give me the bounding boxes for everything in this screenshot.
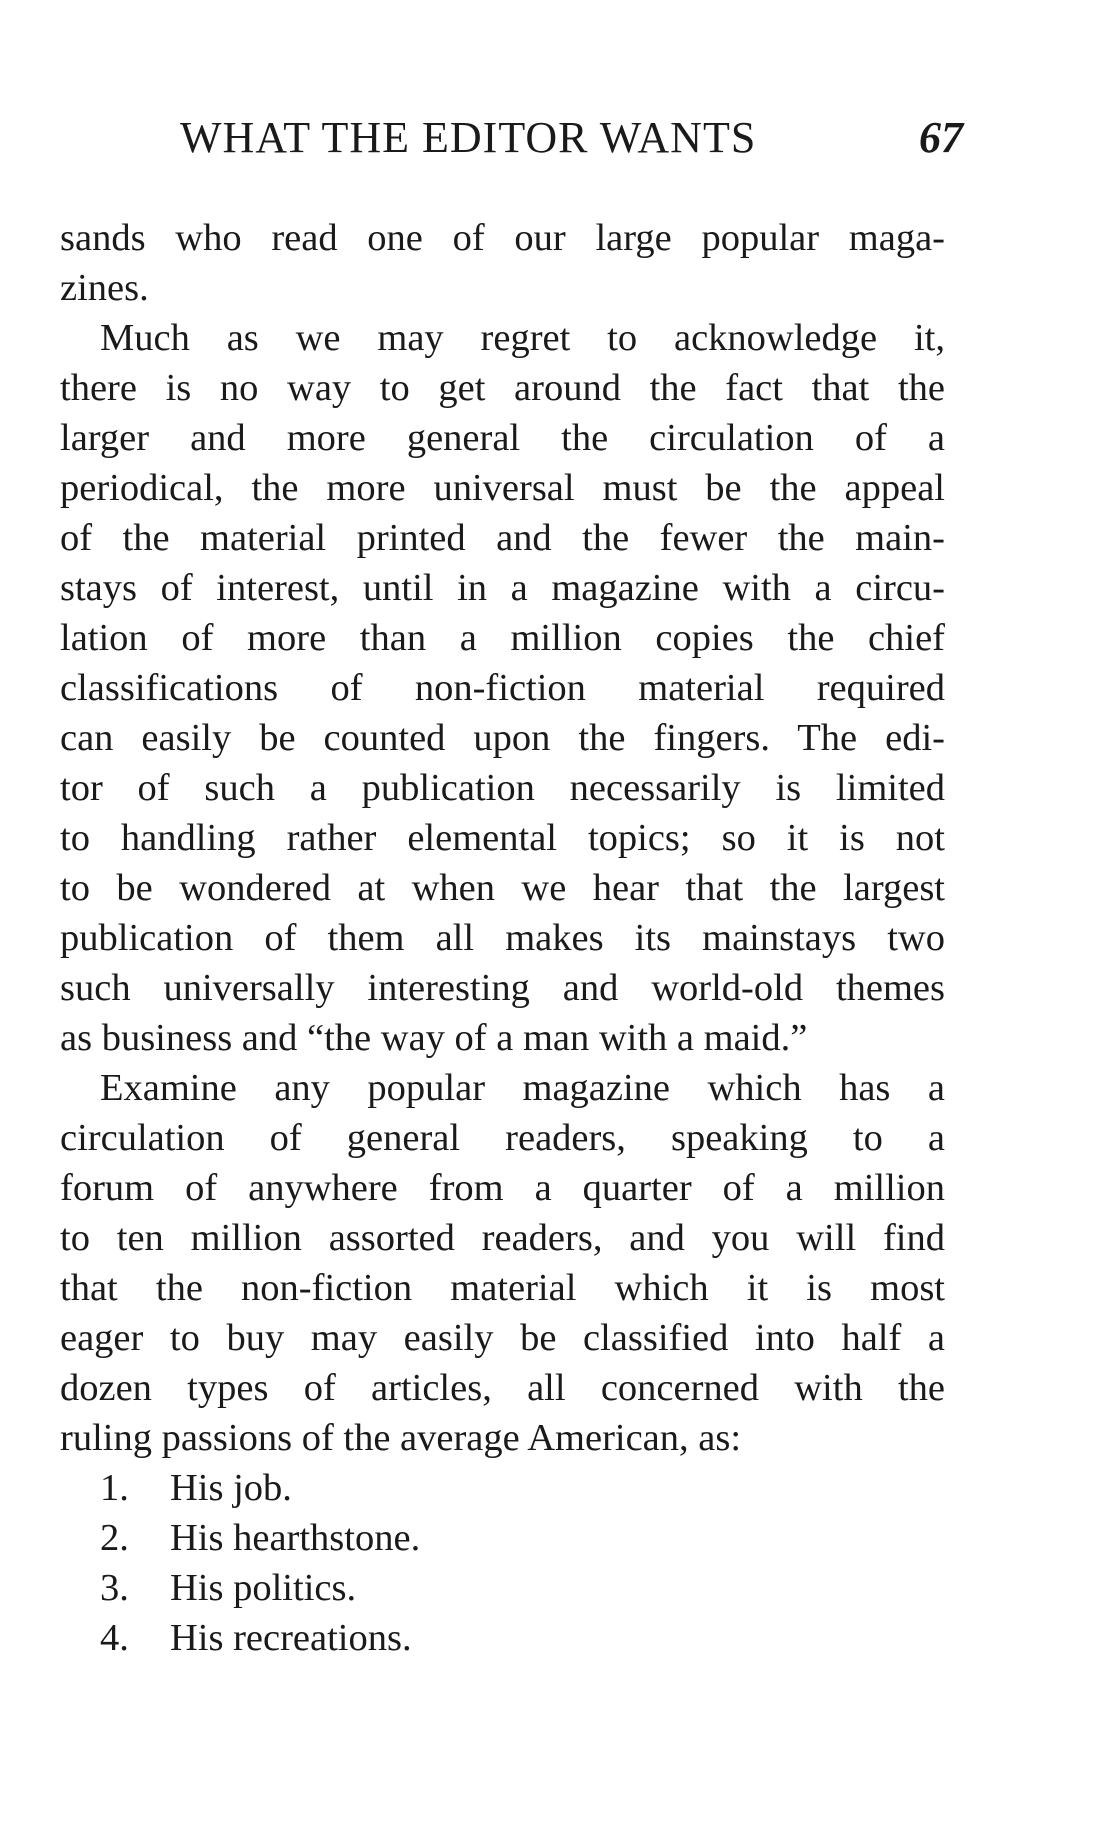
body-text — [60, 213, 945, 1663]
text-line: forum of anywhere from a quarter of a million — [60, 1167, 945, 1209]
text-line: publication of them all makes its mainstays two — [60, 917, 945, 959]
numbered-list — [60, 1463, 945, 1663]
text-line: Much as we may regret to acknowledge it, — [100, 317, 945, 359]
list-text: His politics. — [170, 1567, 357, 1609]
text-line: Examine any popular magazine which has a — [100, 1067, 945, 1109]
text-line: stays of interest, until in a magazine with a circu- — [60, 567, 945, 609]
list-text: His hearthstone. — [170, 1517, 421, 1559]
paragraph — [60, 313, 945, 1063]
text-line: periodical, the more universal must be the appeal — [60, 467, 945, 509]
paragraph — [60, 213, 945, 313]
running-head — [60, 112, 965, 168]
text-line: such universally interesting and world-old themes — [60, 967, 945, 1009]
text-line: to be wondered at when we hear that the largest — [60, 867, 945, 909]
text-line: there is no way to get around the fact that the — [60, 367, 945, 409]
text-line: eager to buy may easily be classified into half a — [60, 1317, 945, 1359]
page-number: 67 — [919, 113, 963, 162]
text-line: circulation of general readers, speaking to a — [60, 1117, 945, 1159]
text-line: larger and more general the circulation of a — [60, 417, 945, 459]
list-number: 1. — [100, 1467, 129, 1509]
list-number: 3. — [100, 1567, 129, 1609]
text-line: zines. — [60, 267, 149, 309]
list-number: 2. — [100, 1517, 129, 1559]
paragraph — [60, 1063, 945, 1463]
text-line: dozen types of articles, all concerned with the — [60, 1367, 945, 1409]
list-number: 4. — [100, 1617, 129, 1659]
text-line: tor of such a publication necessarily is limited — [60, 767, 945, 809]
text-line: to ten million assorted readers, and you will find — [60, 1217, 945, 1259]
text-line: can easily be counted upon the fingers. The edi- — [60, 717, 945, 759]
text-line: to handling rather elemental topics; so it is not — [60, 817, 945, 859]
list-item — [60, 1613, 945, 1663]
list-item — [60, 1563, 945, 1613]
list-text: His job. — [170, 1467, 292, 1509]
running-title: WHAT THE EDITOR WANTS — [180, 113, 757, 162]
text-line: classifications of non-fiction material required — [60, 667, 945, 709]
list-item — [60, 1463, 945, 1513]
list-text: His recreations. — [170, 1617, 412, 1659]
text-line: ruling passions of the average American, as: — [60, 1417, 742, 1459]
text-line: that the non-fiction material which it is most — [60, 1267, 945, 1309]
text-line: sands who read one of our large popular maga- — [60, 217, 945, 259]
text-line: of the material printed and the fewer the main- — [60, 517, 945, 559]
text-line: lation of more than a million copies the chief — [60, 617, 945, 659]
list-item — [60, 1513, 945, 1563]
text-line: as business and “the way of a man with a maid.” — [60, 1017, 808, 1059]
